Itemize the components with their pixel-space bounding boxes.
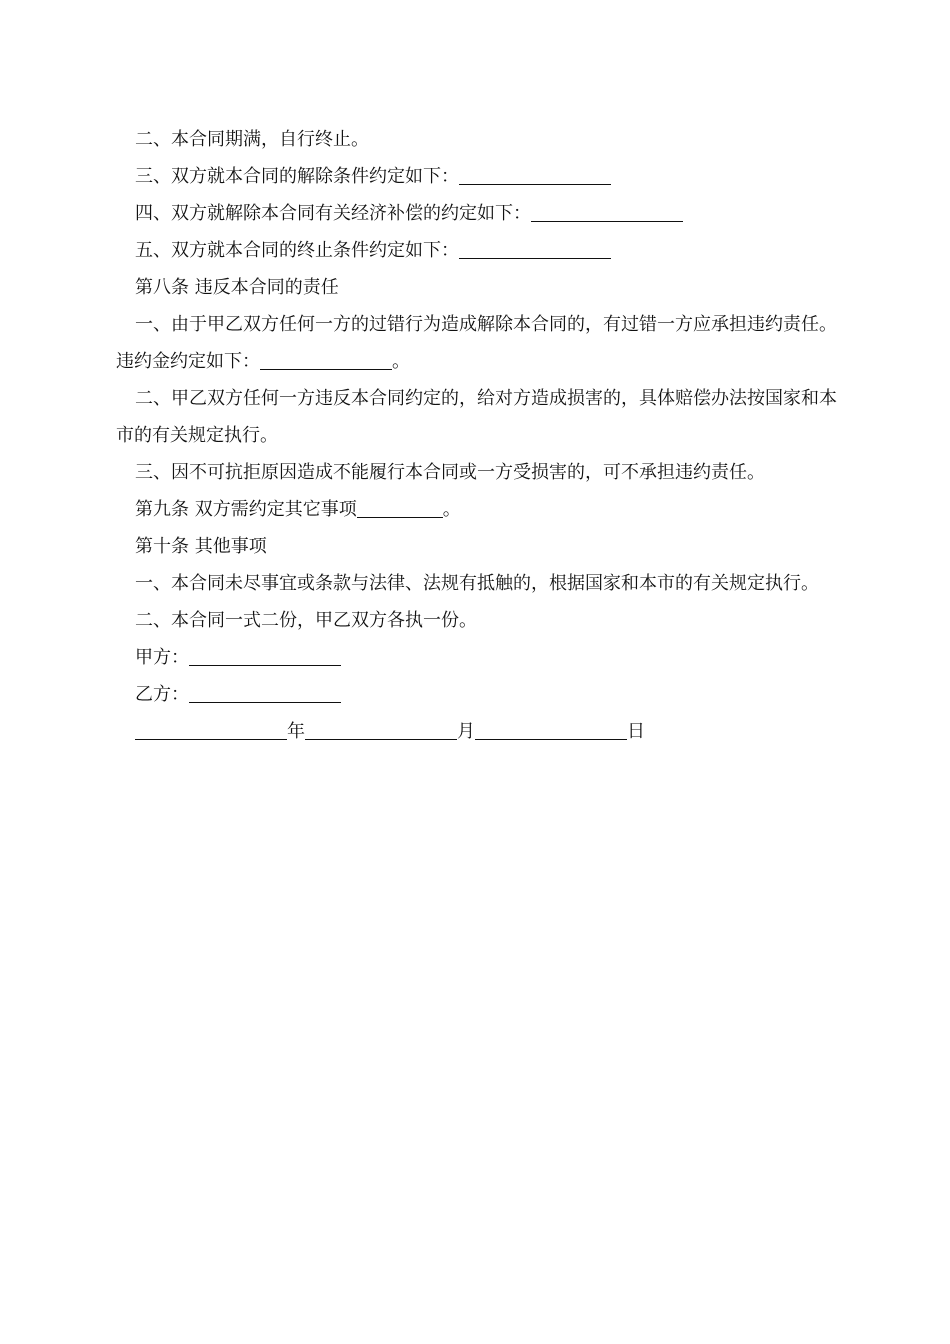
blank-line [459,257,611,259]
blank-line [531,220,683,222]
blank-line [135,738,287,740]
article-9 [116,491,838,528]
blank-line [189,701,341,703]
party-a-label: 甲方： [135,647,189,668]
clause-7-3-text: 三、双方就本合同的解除条件约定如下： [135,166,459,187]
year-label: 年 [287,721,305,742]
blank-line [260,368,392,370]
clause-8-3 [116,454,838,491]
day-label: 日 [627,721,645,742]
clause-10-2-text: 二、本合同一式二份，甲乙双方各执一份。 [135,610,477,631]
clause-8-2-text: 二、甲乙双方任何一方违反本合同约定的，给对方造成损害的，具体赔偿办法按国家和本市的有关规定执行。 [116,388,837,446]
article-9-end: 。 [442,499,461,520]
signature-party-a [116,639,838,676]
clause-7-4-text: 四、双方就解除本合同有关经济补偿的约定如下： [135,203,531,224]
clause-8-3-text: 三、因不可抗拒原因造成不能履行本合同或一方受损害的，可不承担违约责任。 [135,462,765,483]
month-label: 月 [457,721,475,742]
signature-date [116,713,838,750]
contract-body [116,121,838,750]
blank-line [357,516,443,518]
clause-10-1-text: 一、本合同未尽事宜或条款与法律、法规有抵触的，根据国家和本市的有关规定执行。 [135,573,819,594]
signature-party-b [116,676,838,713]
blank-line [305,738,457,740]
article-8-title-text: 第八条 违反本合同的责任 [135,277,339,298]
clause-8-2 [116,380,838,454]
clause-7-2 [116,121,838,158]
clause-8-1-end: 。 [392,351,410,372]
clause-7-3 [116,158,838,195]
blank-line [459,183,611,185]
clause-7-5 [116,232,838,269]
party-b-label: 乙方： [135,684,189,705]
blank-line [189,664,341,666]
article-9-text: 第九条 双方需约定其它事项 [135,499,357,520]
article-8-title [116,269,838,306]
clause-7-5-text: 五、双方就本合同的终止条件约定如下： [135,240,459,261]
clause-7-4 [116,195,838,232]
blank-line [475,738,627,740]
clause-8-1-text: 一、由于甲乙双方任何一方的过错行为造成解除本合同的，有过错一方应承担违约责任。违约金约定如下： [116,314,837,372]
article-10-title [116,528,838,565]
clause-8-1 [116,306,838,380]
clause-7-2-text: 二、本合同期满，自行终止。 [135,129,369,150]
clause-10-2 [116,602,838,639]
article-10-title-text: 第十条 其他事项 [135,536,267,557]
clause-10-1 [116,565,838,602]
